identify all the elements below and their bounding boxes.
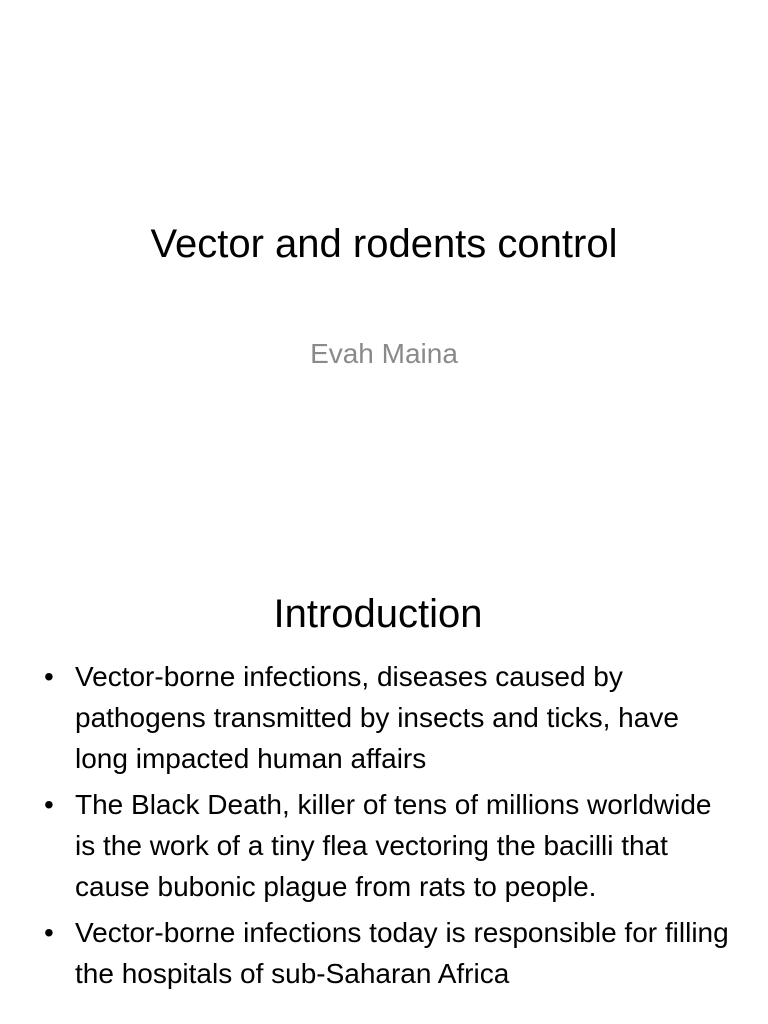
bullet-text: The Black Death, killer of tens of millions worldwide is the work of a tiny flea vectoring the bacilli that cause bubonic plague from rats to people. [75, 789, 712, 902]
slide-subtitle-author: Evah Maina [310, 338, 458, 369]
slide-title: Vector and rodents control [150, 222, 618, 266]
bullet-item [44, 784, 734, 907]
bullet-item [44, 656, 734, 779]
introduction-slide [0, 576, 768, 1024]
bullet-dot-icon: • [44, 917, 54, 948]
introduction-heading: Introduction [273, 592, 483, 636]
bullet-item [44, 912, 734, 994]
bullet-text: Vector-borne infections today is responsible for filling the hospitals of sub-Saharan Africa [75, 917, 729, 989]
bullet-dot-icon: • [44, 789, 54, 820]
bullet-dot-icon: • [44, 661, 54, 692]
bullet-text: Vector-borne infections, diseases caused by pathogens transmitted by insects and ticks, have long impacted human affairs [75, 661, 679, 774]
bullet-list [44, 656, 734, 999]
